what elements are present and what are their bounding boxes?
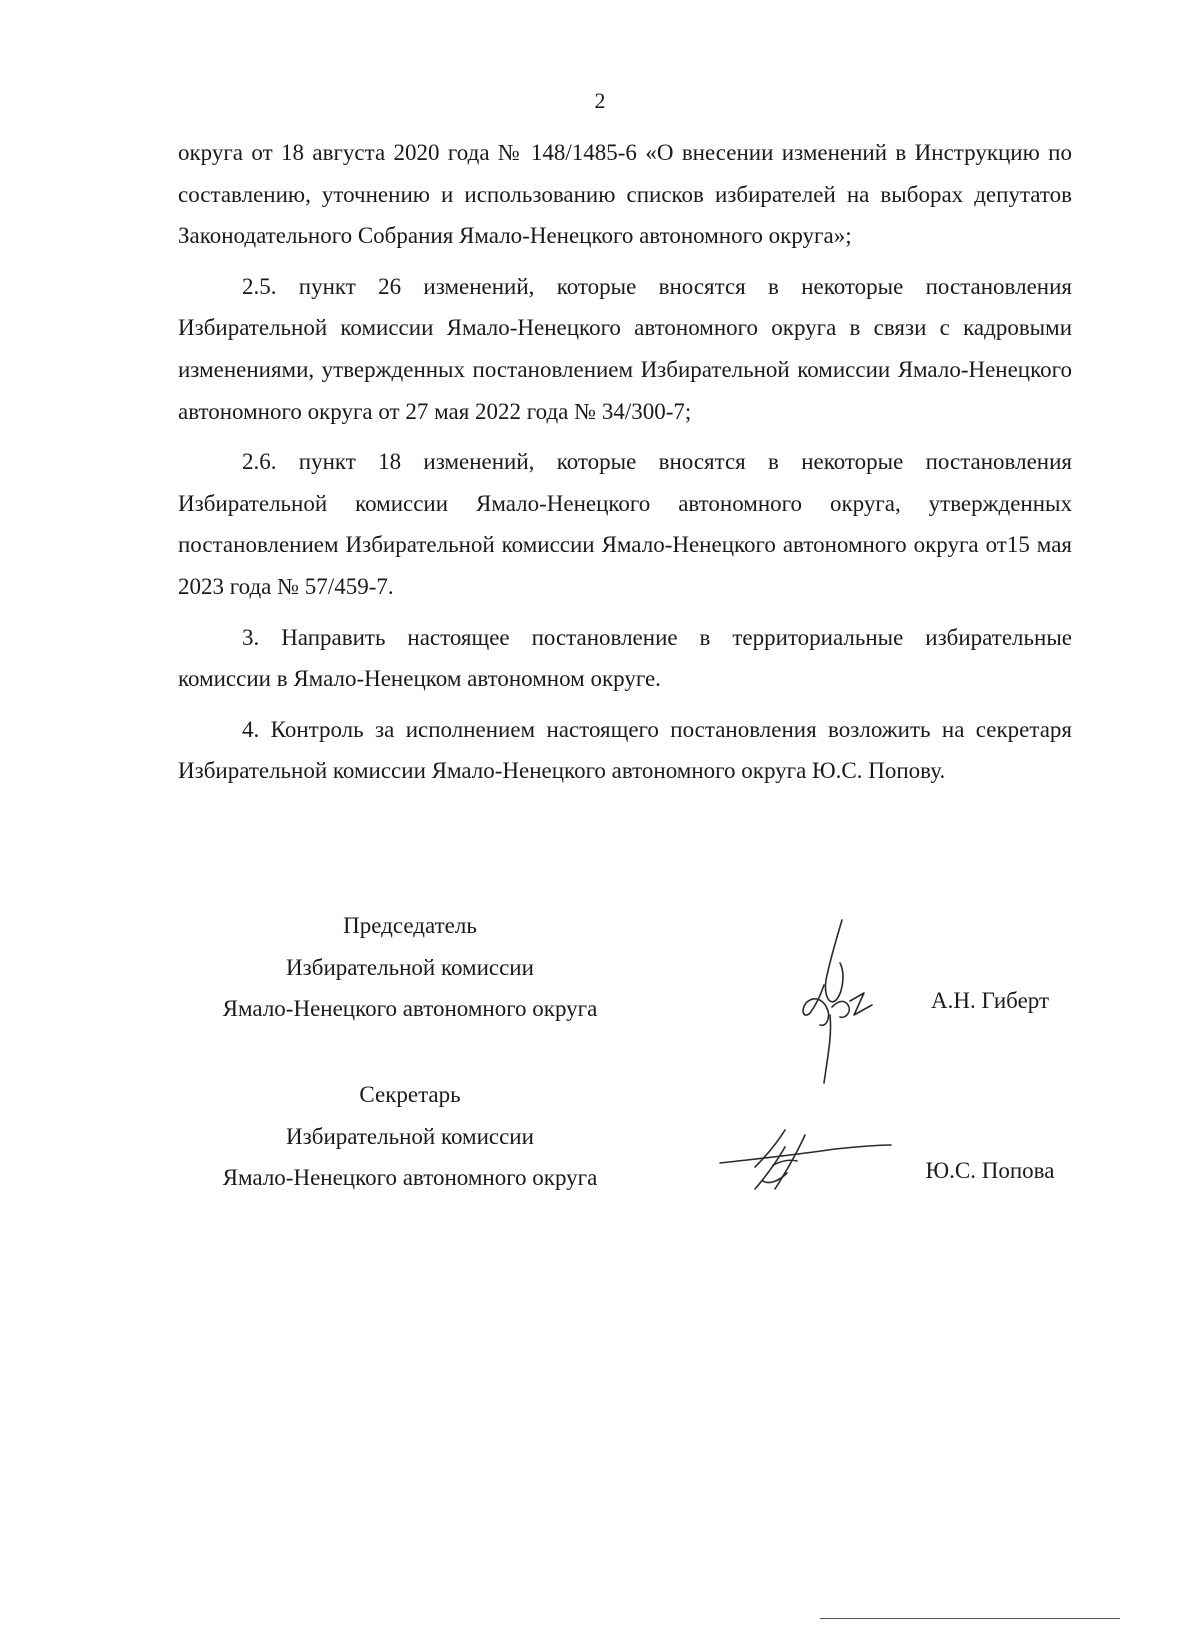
paragraph-continuation: округа от 18 августа 2020 года № 148/1485-6 «О внесении изменений в Инструкцию по составлению, уточнению и использованию списков избирателей на выборах депутатов Законодательного Собрания Ямало-Ненецкого автономного округа»; — [178, 140, 1072, 249]
chairman-name: А.Н. Гиберт — [930, 988, 1050, 1013]
page-number: 2 — [594, 88, 606, 113]
footer-divider — [820, 1618, 1120, 1619]
paragraph-3: 3. Направить настоящее постановление в территориальные избирательные комиссии в Ямало-Ненецком автономном округе. — [178, 624, 1072, 692]
chairman-title-line: Председатель — [343, 913, 477, 938]
paragraph-2-6: 2.6. пункт 18 изменений, которые вносятся в некоторые постановления Избирательной комиссии Ямало-Ненецкого автономного округа, утвержденных постановлением Избирательной комиссии Ямало-Ненецкого автономного округа от15 мая 2023 года № 57/459-7. — [178, 449, 1072, 599]
secretary-title-line: Секретарь — [359, 1082, 461, 1107]
chairman-signature-icon — [780, 915, 900, 1090]
secretary-title-line: Избирательной комиссии — [286, 1123, 534, 1149]
secretary-signature-icon — [715, 1125, 895, 1195]
secretary-name: Ю.С. Попова — [925, 1158, 1055, 1183]
document-body — [178, 132, 1072, 792]
secretary-title-block — [150, 1074, 670, 1199]
paragraph-4: 4. Контроль за исполнением настоящего постановления возложить на секретаря Избирательной комиссии Ямало-Ненецкого автономного округа Ю.С. Попову. — [178, 716, 1072, 784]
chairman-title-line: Ямало-Ненецкого автономного округа — [222, 996, 598, 1022]
chairman-title-block — [150, 905, 670, 1030]
secretary-title-line: Ямало-Ненецкого автономного округа — [222, 1165, 598, 1191]
chairman-title-line: Избирательной комиссии — [286, 954, 534, 980]
paragraph-2-5: 2.5. пункт 26 изменений, которые вносятся в некоторые постановления Избирательной комиссии Ямало-Ненецкого автономного округа в связи с кадровыми изменениями, утвержденных постановлением Избирательной комиссии Ямало-Ненецкого автономного округа от 27 мая 2022 года № 34/300-7; — [178, 273, 1072, 424]
